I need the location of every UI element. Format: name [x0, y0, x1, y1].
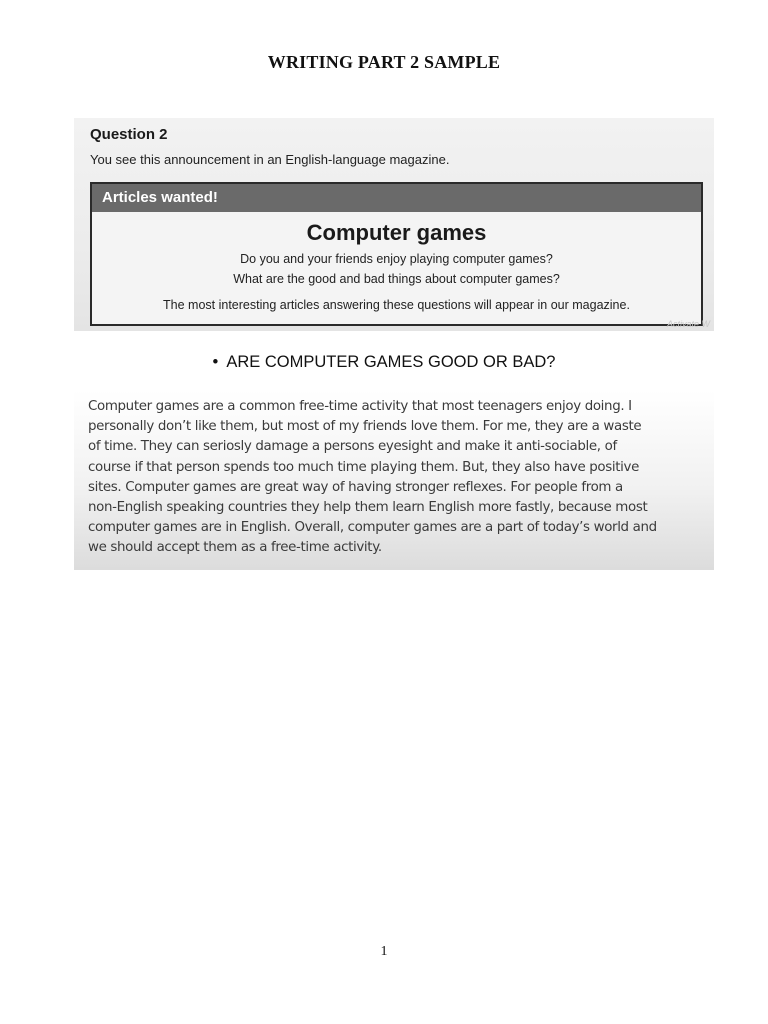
announcement-line: What are the good and bad things about computer games? — [233, 272, 560, 286]
essay-line: of time. They can seriosly damage a persons eyesight and make it anti-sociable, of — [88, 439, 617, 455]
essay-line: Computer games are a common free-time activity that most teenagers enjoy doing. I — [88, 399, 632, 414]
essay-line: sites. Computer games are great way of having stronger reflexes. For people from a — [88, 479, 623, 495]
announcement-line: Do you and your friends enjoy playing computer games? — [240, 252, 553, 266]
sample-heading — [0, 353, 768, 372]
question-heading: Question 2 — [90, 126, 168, 143]
essay-line: course if that person spends too much time playing them. But, they also have positive — [88, 459, 639, 475]
watermark: Activate W — [666, 319, 710, 329]
announcement-line: The most interesting articles answering these questions will appear in our magazine. — [163, 298, 630, 312]
essay-line: computer games are in English. Overall, computer games are a part of today’s world and — [88, 520, 657, 536]
question-intro: You see this announcement in an English-language magazine. — [90, 152, 450, 167]
essay-scan — [74, 390, 714, 570]
sample-heading-text: ARE COMPUTER GAMES GOOD OR BAD? — [226, 353, 556, 371]
essay-line: personally don’t like them, but most of my friends love them. For me, they are a waste — [88, 419, 642, 435]
announcement-header: Articles wanted! — [92, 184, 701, 212]
announcement-box — [90, 182, 703, 326]
essay-line: we should accept them as a free-time activity. — [88, 540, 382, 556]
bullet-icon: • — [212, 353, 219, 371]
essay-line: non-English speaking countries they help them learn English more fastly, because most — [88, 500, 648, 516]
announcement-title: Computer games — [306, 220, 487, 245]
question-scan — [74, 118, 714, 331]
page-number: 1 — [380, 944, 388, 959]
essay-text — [88, 397, 704, 559]
page-title: WRITING PART 2 SAMPLE — [267, 52, 501, 72]
